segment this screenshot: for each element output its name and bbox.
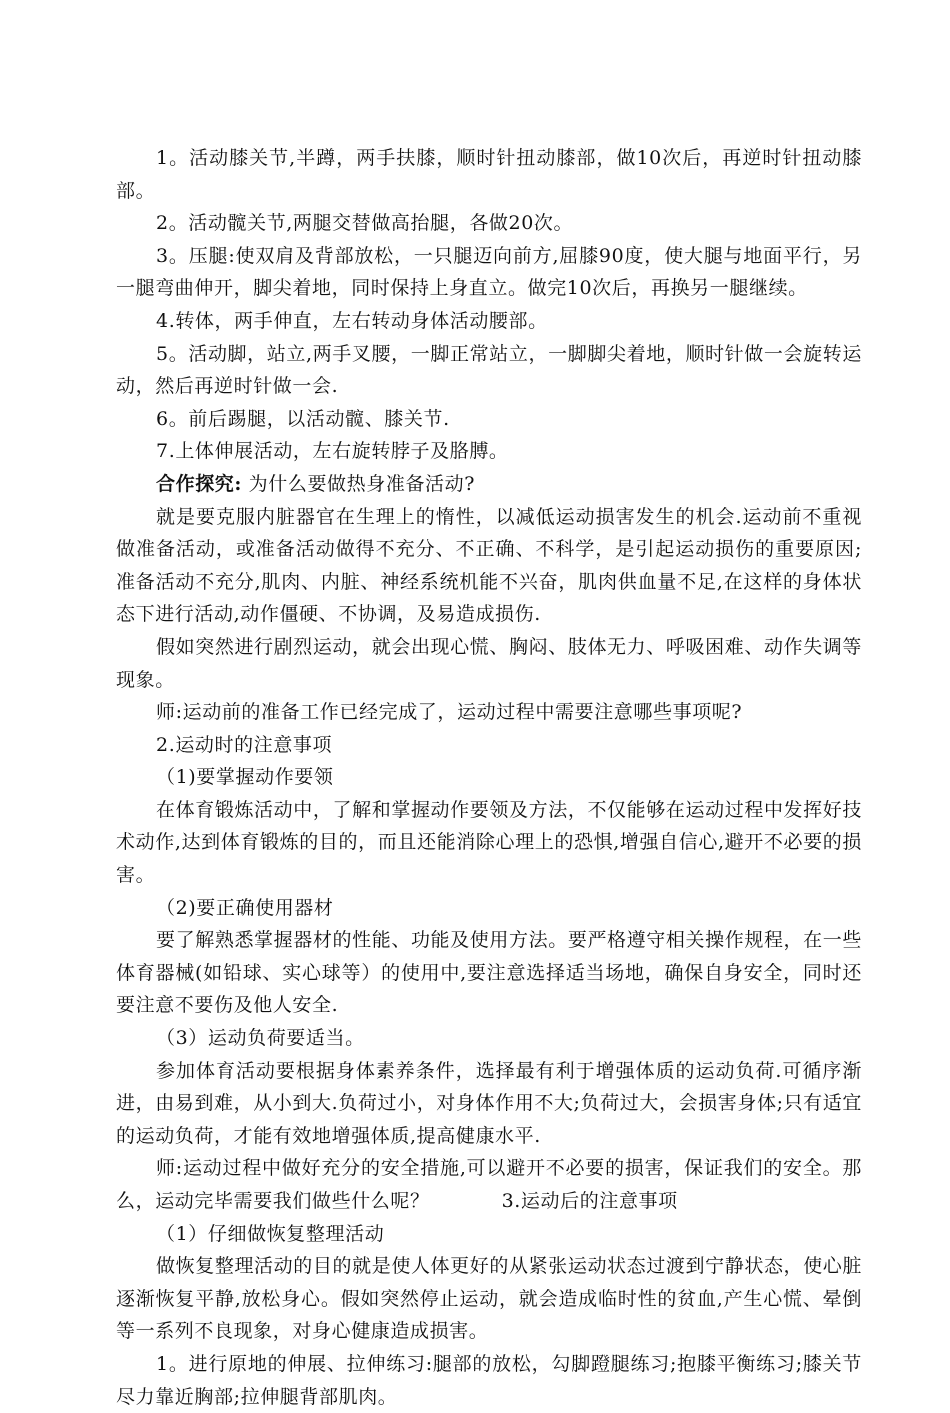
paragraph-teacher-question: 师:运动前的准备工作已经完成了，运动过程中需要注意哪些事项呢? (156, 701, 743, 724)
paragraph-load: 参加体育活动要根据身体素养条件，选择最有利于增强体质的运动负荷.可循序渐进，由易到难，从小到大.负荷过小，对身体作用不大;负荷过大，会损害身体;只有适宜的运动负荷，才能有效地增强体质,提高健康水平. (116, 1059, 862, 1147)
subheading-recovery: （1）仔细做恢复整理活动 (156, 1222, 385, 1245)
subheading-key-points: （1)要掌握动作要领 (156, 766, 334, 789)
paragraph-reason: 就是要克服内脏器官在生理上的惰性，以减低运动损害发生的机会.运动前不重视做准备活动，或准备活动做得不充分、不正确、不科学，是引起运动损伤的重要原因;准备活动不充分,肌肉、内脏、神经系统机能不兴奋，肌肉供血量不足,在这样的身体状态下进行活动,动作僵硬、不协调，及易造成损伤. (116, 505, 862, 626)
cooperative-question: 为什么要做热身准备活动? (248, 472, 476, 495)
paragraph-hip: 2。活动髋关节,两腿交替做高抬腿，各做20次。 (156, 212, 574, 235)
cooperative-label: 合作探究: (156, 472, 243, 495)
cooperative-inquiry (116, 468, 862, 501)
paragraph-recovery: 做恢复整理活动的目的就是使人体更好的从紧张运动状态过渡到宁静状态，使心脏逐渐恢复平静,放松身心。假如突然停止运动，就会造成临时性的贫血,产生心慌、晕倒等一系列不良现象，对身心健康造成损害。 (116, 1255, 862, 1343)
paragraph-stretch-practice: 1。进行原地的伸展、拉伸练习:腿部的放松，勾脚蹬腿练习;抱膝平衡练习;膝关节尽力靠近胸部;拉伸腿背部肌肉。 (116, 1352, 862, 1408)
paragraph-key-points: 在体育锻炼活动中，了解和掌握动作要领及方法，不仅能够在运动过程中发挥好技术动作,达到体育锻炼的目的，而且还能消除心理上的恐惧,增强自信心,避开不必要的损害。 (116, 798, 862, 887)
paragraph-equipment: 要了解熟悉掌握器材的性能、功能及使用方法。要严格遵守相关操作规程，在一些体育器械(如铅球、实心球等）的使用中,要注意选择适当场地，确保自身安全，同时还要注意不要伤及他人安全. (116, 929, 862, 1017)
teacher-end-text: 师:运动过程中做好充分的安全措施,可以避开不必要的损害，保证我们的安全。那么，运动完毕需要我们做些什么呢？ (116, 1157, 862, 1212)
paragraph-kick: 6。前后踢腿，以活动髋、膝关节. (156, 407, 450, 430)
section-heading-during: 2.运动时的注意事项 (156, 733, 333, 756)
subheading-load: （3）运动负荷要适当。 (156, 1027, 365, 1050)
paragraph-stretch: 7.上体伸展活动，左右旋转脖子及胳膊。 (156, 440, 509, 463)
paragraph-sudden-exercise: 假如突然进行剧烈运动，就会出现心慌、胸闷、肢体无力、呼吸困难、动作失调等现象。 (116, 635, 862, 691)
paragraph-ankle: 5。活动脚，站立,两手叉腰，一脚正常站立，一脚脚尖着地，顺时针做一会旋转运动，然后再逆时针做一会. (116, 342, 862, 398)
subheading-equipment: （2)要正确使用器材 (156, 896, 334, 919)
paragraph-turn-body: 4.转体，两手伸直，左右转动身体活动腰部。 (156, 309, 548, 332)
section-heading-after: 3.运动后的注意事项 (501, 1190, 678, 1212)
paragraph-teacher-end (116, 1152, 862, 1217)
paragraph-knee: 1。活动膝关节,半蹲，两手扶膝，顺时针扭动膝部，做10次后，再逆时针扭动膝部。 (116, 147, 862, 202)
paragraph-leg-press: 3。压腿:使双肩及背部放松，一只腿迈向前方,屈膝90度，使大腿与地面平行，另一腿弯曲伸开，脚尖着地，同时保持上身直立。做完10次后，再换另一腿继续。 (116, 244, 862, 300)
